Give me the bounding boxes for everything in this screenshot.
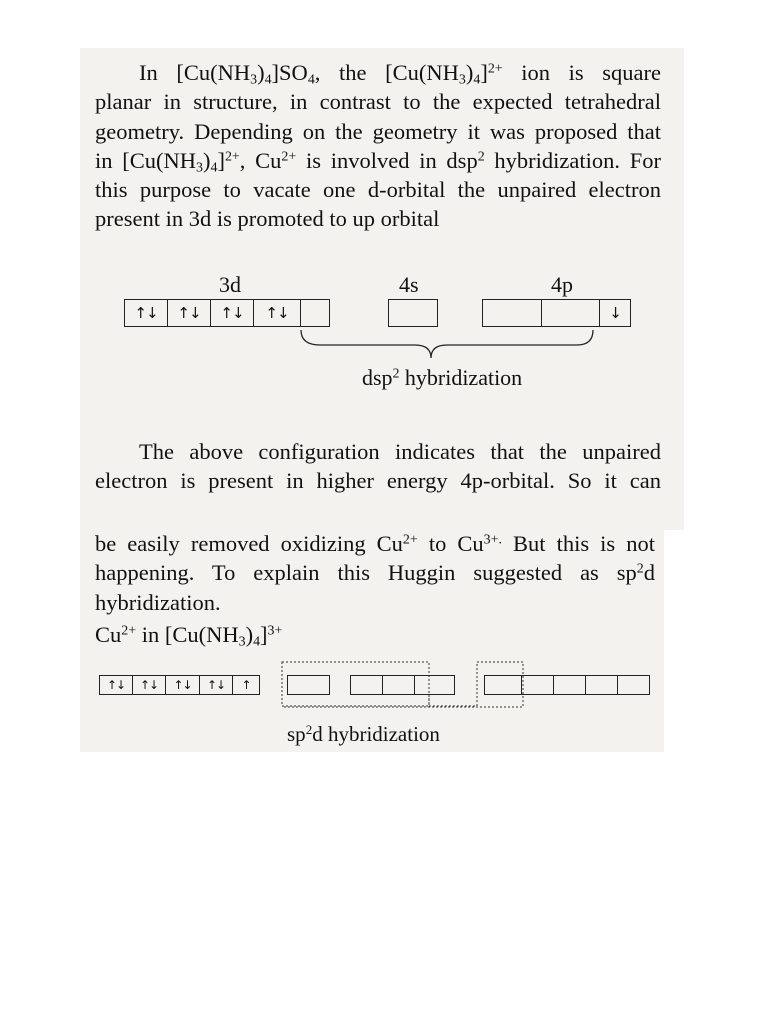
caption-dsp2-hybridization: dsp$^2$ hybridization <box>362 365 523 390</box>
paragraph-square-planar: In $[Cu(NH_3)_4]SO_4$, the $[Cu(NH_3)_4]^{2+}$ ion is square planar in structure, in contrast to the expected tetrahedral geometry. Depending on the geometry it was proposed that in $[Cu(NH_3)_4]^{2+}$, $Cu^{2+}$ is involved in dsp$^2$ hybridization. For this purpose to vacate one d-orbital the unpaired electron present in 3d is promoted to up orbital <box>95 60 661 232</box>
orbital-3d-1: ↑↓ <box>124 299 168 327</box>
heading-cu-complex: $Cu^{2+}$ in $[Cu(NH_3)_4]^{3+}$ <box>95 622 283 650</box>
orbital2-4p-1 <box>350 675 383 695</box>
orbital2-3d-5: ↑ <box>232 675 260 695</box>
paragraph-huggin: be easily removed oxidizing $Cu^{2+}$ to $Cu^{3+.}$ But this is not happening. To explain this Huggin suggested as $sp^2d$ hybridization. <box>95 531 655 615</box>
orbital2-3d-2: ↑↓ <box>132 675 166 695</box>
orbital2-4p-3 <box>414 675 455 695</box>
orbital2-4d-4 <box>585 675 618 695</box>
paragraph-configuration: The above configuration indicates that the unpaired electron is present in higher energy 4p-orbital. So it can <box>95 439 661 494</box>
orbital-3d-2: ↑↓ <box>167 299 211 327</box>
orbital2-4d-1 <box>484 675 522 695</box>
orbital-3d-3: ↑↓ <box>210 299 254 327</box>
dsp2-brace <box>301 330 593 358</box>
orbital-3d-4: ↑↓ <box>253 299 301 327</box>
orbital2-3d-3: ↑↓ <box>165 675 200 695</box>
orbital2-4d-2 <box>521 675 554 695</box>
orbital2-3d-4: ↑↓ <box>199 675 233 695</box>
orbital2-4p-2 <box>382 675 415 695</box>
orbital2-4s <box>287 675 330 695</box>
label-4s: 4s <box>399 272 419 297</box>
orbital2-4d-3 <box>553 675 586 695</box>
orbital-4p-3: ↓ <box>599 299 631 327</box>
orbital2-3d-1: ↑↓ <box>99 675 133 695</box>
label-4p: 4p <box>551 272 573 297</box>
caption-sp2d-hybridization: $sp^2d$ hybridization <box>287 721 440 746</box>
orbital2-4d-5 <box>617 675 650 695</box>
label-3d: 3d <box>219 272 241 297</box>
